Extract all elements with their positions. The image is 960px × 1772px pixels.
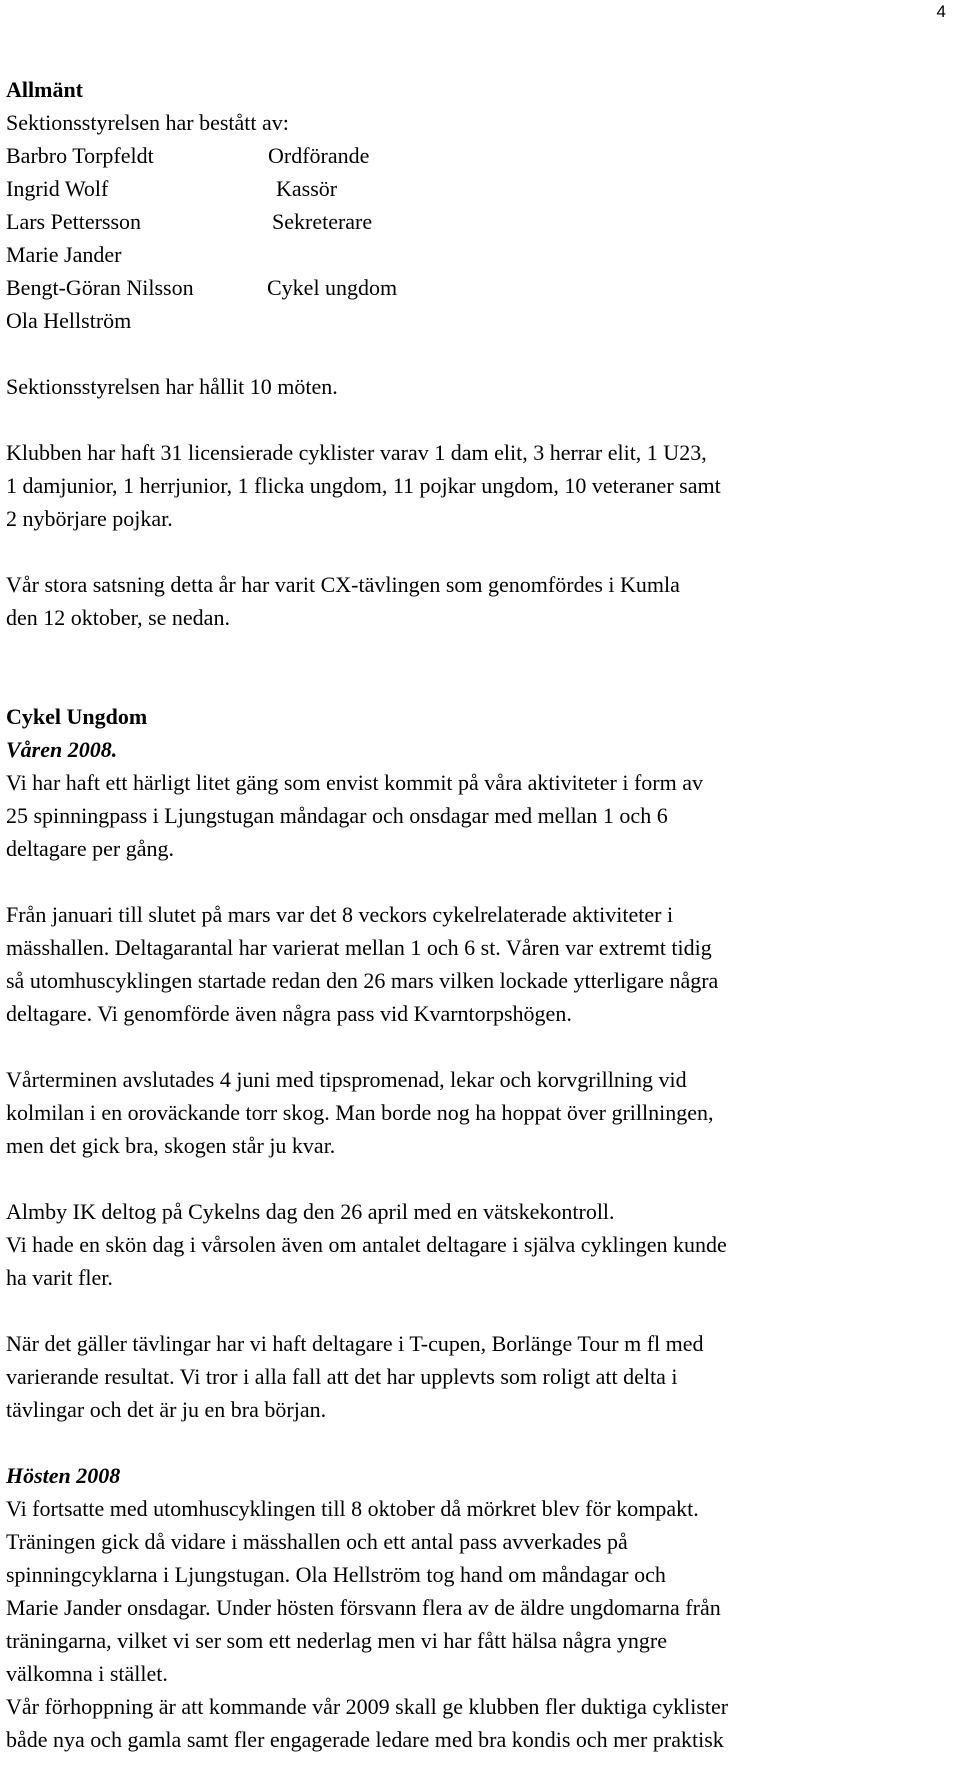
paragraph-line: Almby IK deltog på Cykelns dag den 26 april med en vätskekontroll. [6,1199,615,1224]
board-member-role: Ordförande [268,143,370,168]
subheading-autumn: Hösten 2008 [6,1463,121,1488]
paragraph-tavlingar [6,1327,946,1426]
board-member [6,304,946,337]
document-body [6,73,946,1756]
paragraph-line: Vi fortsatte med utomhuscyklingen till 8 oktober då mörkret blev för kompakt. [6,1496,699,1521]
section-heading-cykel-ungdom: Cykel Ungdom [6,704,148,729]
paragraph-line: Vi har haft ett härligt litet gäng som envist kommit på våra aktiviteter i form av [6,770,703,795]
paragraph-line: men det gick bra, skogen står ju kvar. [6,1133,336,1158]
page-number: 4 [936,2,946,21]
paragraph-line: När det gäller tävlingar har vi haft deltagare i T-cupen, Borlänge Tour m fl med [6,1331,704,1356]
paragraph-line: Marie Jander onsdagar. Under hösten försvann flera av de äldre ungdomarna från [6,1595,721,1620]
paragraph-line: både nya och gamla samt fler engagerade ledare med bra kondis och mer praktisk [6,1727,724,1752]
paragraph-line: deltagare per gång. [6,836,174,861]
paragraph-line: Vårterminen avslutades 4 juni med tipspromenad, lekar och korvgrillning vid [6,1067,687,1092]
section-heading-allmant: Allmänt [6,77,83,102]
paragraph-hosten [6,1492,946,1756]
paragraph-line: den 12 oktober, se nedan. [6,605,230,630]
paragraph-line: Vi hade en skön dag i vårsolen även om antalet deltagare i själva cyklingen kunde [6,1232,727,1257]
board-member-name: Marie Jander [6,242,122,267]
paragraph-line: träningarna, vilket vi ser som ett nederlag men vi har fått hälsa några yngre [6,1628,667,1653]
board-member-role: Kassör [276,176,338,201]
board-member-role: Cykel ungdom [267,275,398,300]
paragraph-line: varierande resultat. Vi tror i alla fall att det har upplevts som roligt att delta i [6,1364,678,1389]
board-member-role: Sekreterare [272,209,373,234]
board-intro: Sektionsstyrelsen har bestått av: [6,110,289,135]
paragraph-line: kolmilan i en oroväckande torr skog. Man borde nog ha hoppat över grillningen, [6,1100,714,1125]
board-member [6,271,946,304]
board-member [6,139,946,172]
paragraph-line: Vår stora satsning detta år har varit CX-tävlingen som genomfördes i Kumla [6,572,680,597]
board-member-name: Barbro Torpfeldt [6,143,154,168]
board-member-name: Ola Hellström [6,308,132,333]
board-list [6,139,946,337]
paragraph-line: ha varit fler. [6,1265,113,1290]
board-member [6,205,946,238]
board-member [6,238,946,271]
paragraph-line: deltagare. Vi genomförde även några pass vid Kvarntorpshögen. [6,1001,572,1026]
paragraph-line: spinningcyklarna i Ljungstugan. Ola Hellström tog hand om måndagar och [6,1562,666,1587]
board-member [6,172,946,205]
paragraph-line: Träningen gick då vidare i mässhallen och ett antal pass avverkades på [6,1529,628,1554]
paragraph-line: Klubben har haft 31 licensierade cyklister varav 1 dam elit, 3 herrar elit, 1 U23, [6,440,707,465]
paragraph-line: 2 nybörjare pojkar. [6,506,173,531]
paragraph-licensed [6,436,946,535]
paragraph-spinning [6,766,946,865]
paragraph-line: Från januari till slutet på mars var det 8 veckors cykelrelaterade aktiviteter i [6,902,674,927]
meetings-text: Sektionsstyrelsen har hållit 10 möten. [6,374,338,399]
subheading-spring: Våren 2008. [6,737,118,762]
paragraph-massshallen [6,898,946,1030]
board-member-name: Lars Pettersson [6,209,142,234]
paragraph-line: välkomna i stället. [6,1661,168,1686]
board-member-name: Bengt-Göran Nilsson [6,275,194,300]
paragraph-line: så utomhuscyklingen startade redan den 26 mars vilken lockade ytterligare några [6,968,719,993]
paragraph-line: 25 spinningpass i Ljungstugan måndagar och onsdagar med mellan 1 och 6 [6,803,668,828]
paragraph-line: Vår förhoppning är att kommande vår 2009 skall ge klubben fler duktiga cyklister [6,1694,729,1719]
paragraph-line: 1 damjunior, 1 herrjunior, 1 flicka ungdom, 11 pojkar ungdom, 10 veteraner samt [6,473,721,498]
paragraph-cykelns-dag [6,1195,946,1294]
board-member-name: Ingrid Wolf [6,176,109,201]
paragraph-line: mässhallen. Deltagarantal har varierat mellan 1 och 6 st. Våren var extremt tidig [6,935,712,960]
paragraph-cx [6,568,946,634]
paragraph-vartermin [6,1063,946,1162]
paragraph-line: tävlingar och det är ju en bra början. [6,1397,327,1422]
